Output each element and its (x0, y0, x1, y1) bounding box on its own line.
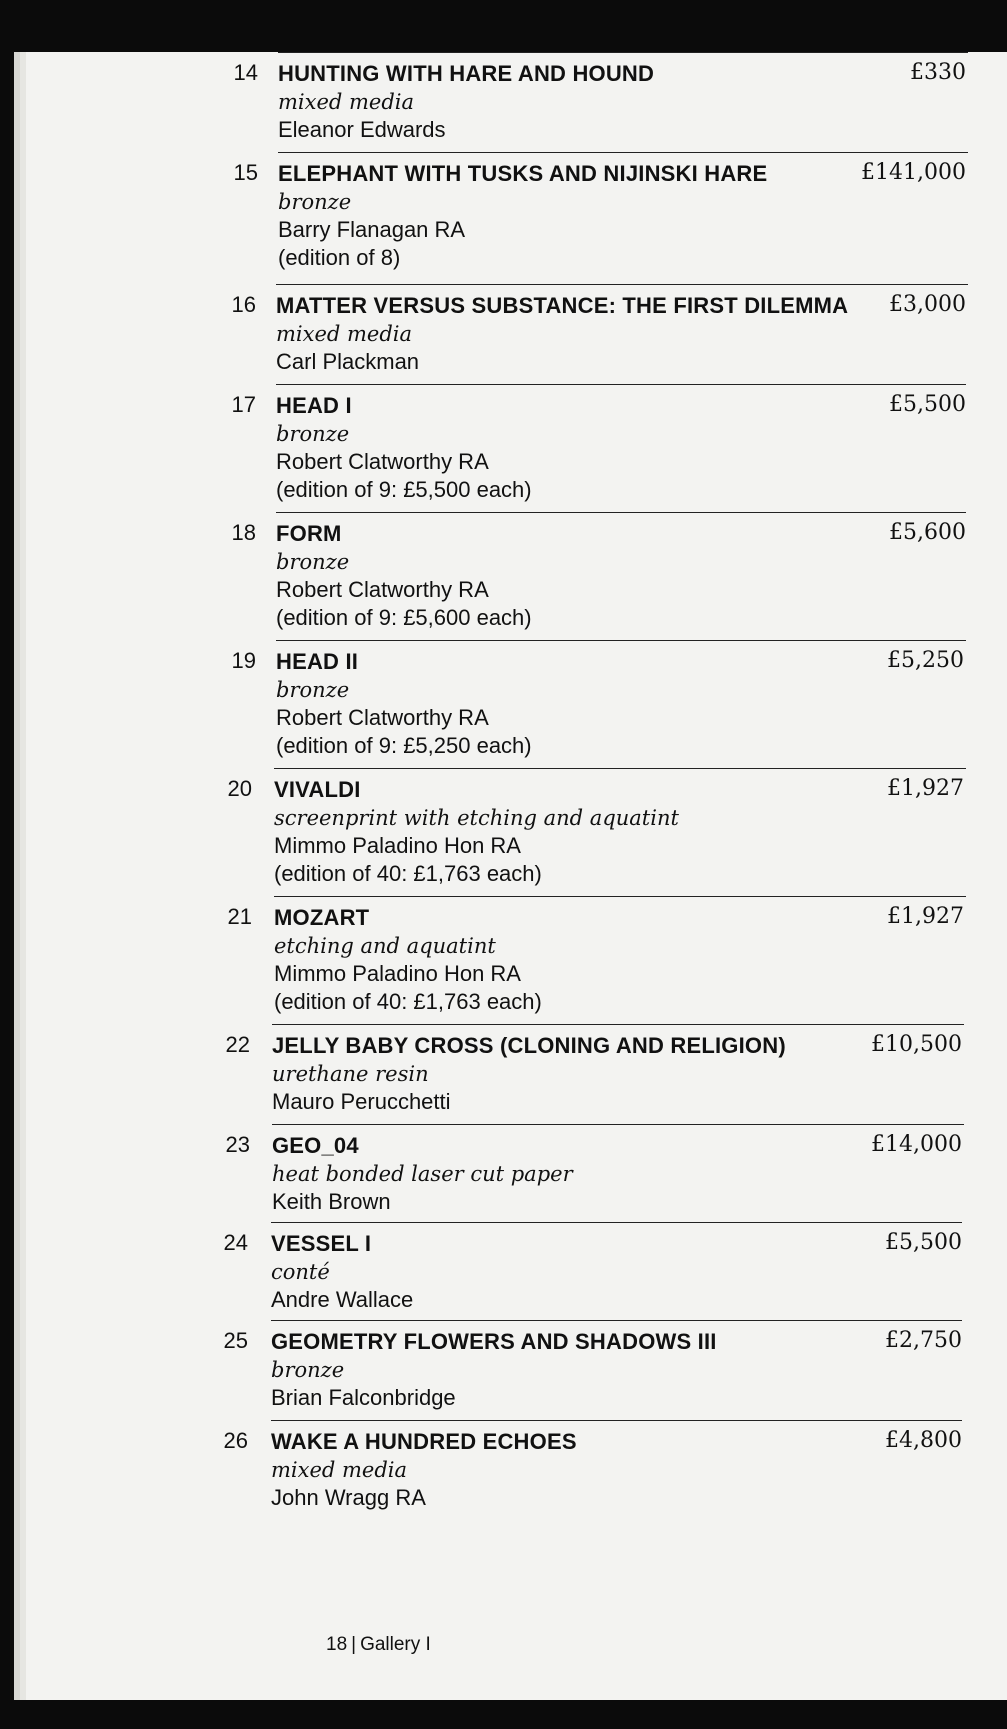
artwork-title: VESSEL I (271, 1231, 372, 1256)
entry-divider (274, 768, 966, 769)
artwork-price: £14,000 (871, 1132, 962, 1157)
artwork-price: £2,750 (885, 1328, 962, 1353)
artwork-title: HEAD II (276, 649, 359, 674)
artist-name: Andre Wallace (271, 1287, 414, 1312)
entry-number: 15 (233, 160, 258, 185)
entry-details (274, 776, 679, 888)
edition-note: (edition of 9: £5,600 each) (276, 605, 532, 630)
artist-name: Mimmo Paladino Hon RA (274, 961, 521, 986)
artwork-medium: mixed media (276, 322, 413, 346)
entry-divider (272, 1124, 964, 1125)
artwork-price: £1,927 (887, 904, 964, 929)
entry-number: 26 (223, 1428, 248, 1453)
entry-divider (276, 512, 966, 513)
artist-name: Mimmo Paladino Hon RA (274, 833, 521, 858)
artist-name: Keith Brown (272, 1189, 391, 1214)
entry-number: 19 (231, 648, 256, 673)
artwork-title: MATTER VERSUS SUBSTANCE: THE FIRST DILEMMA (276, 293, 849, 318)
artwork-medium: heat bonded laser cut paper (272, 1162, 573, 1186)
entry-number: 16 (231, 292, 256, 317)
artwork-medium: mixed media (271, 1458, 408, 1482)
entry-divider (271, 1222, 962, 1223)
entry-details (271, 1328, 717, 1412)
entry-number: 24 (223, 1230, 248, 1255)
edition-note: (edition of 9: £5,500 each) (276, 477, 532, 502)
artwork-price: £330 (910, 60, 966, 85)
artwork-title: HEAD I (276, 393, 352, 418)
artwork-medium: conté (271, 1260, 330, 1284)
entry-details (278, 160, 767, 272)
entry-details (271, 1428, 577, 1512)
entry-details (276, 648, 532, 760)
entry-details (274, 904, 542, 1016)
artwork-price: £5,500 (889, 392, 966, 417)
artist-name: Carl Plackman (276, 349, 420, 374)
artwork-medium: urethane resin (272, 1062, 429, 1086)
artwork-title: GEOMETRY FLOWERS AND SHADOWS III (271, 1329, 717, 1354)
entry-number: 18 (231, 520, 256, 545)
entry-number: 25 (223, 1328, 248, 1353)
entry-divider (271, 1320, 962, 1321)
entry-details (276, 520, 532, 632)
artwork-medium: bronze (276, 422, 350, 446)
artwork-medium: etching and aquatint (274, 934, 496, 958)
entry-divider (276, 284, 968, 285)
artist-name: Robert Clatworthy RA (276, 449, 489, 474)
entry-details (271, 1230, 413, 1314)
entry-details (272, 1132, 573, 1216)
entry-details (276, 292, 848, 376)
page-number: 18 (326, 1634, 348, 1655)
footer-separator: | (351, 1634, 357, 1655)
artwork-medium: bronze (271, 1358, 345, 1382)
artwork-price: £5,500 (885, 1230, 962, 1255)
artwork-title: GEO_04 (272, 1133, 359, 1158)
artwork-title: WAKE A HUNDRED ECHOES (271, 1429, 577, 1454)
artist-name: Mauro Perucchetti (272, 1089, 451, 1114)
artist-name: Robert Clatworthy RA (276, 577, 489, 602)
artwork-price: £141,000 (861, 160, 966, 185)
artwork-price: £5,600 (889, 520, 966, 545)
artist-name: John Wragg RA (271, 1485, 426, 1510)
entry-details (276, 392, 532, 504)
entry-details (278, 60, 654, 144)
entry-divider (272, 1024, 964, 1025)
entry-divider (271, 1420, 962, 1421)
artwork-title: HUNTING WITH HARE AND HOUND (278, 61, 655, 86)
edition-note: (edition of 8) (278, 245, 401, 270)
edition-note: (edition of 40: £1,763 each) (274, 989, 542, 1014)
artwork-medium: screenprint with etching and aquatint (274, 806, 679, 830)
entry-divider (274, 896, 966, 897)
artwork-title: FORM (276, 521, 342, 546)
artwork-medium: bronze (276, 678, 350, 702)
entry-number: 20 (227, 776, 252, 801)
entry-number: 23 (225, 1132, 250, 1157)
entry-details (272, 1032, 786, 1116)
artwork-title: MOZART (274, 905, 370, 930)
entry-number: 14 (233, 60, 258, 85)
entry-divider (276, 384, 966, 385)
artwork-medium: mixed media (278, 90, 415, 114)
artist-name: Eleanor Edwards (278, 117, 446, 142)
artwork-title: ELEPHANT WITH TUSKS AND NIJINSKI HARE (278, 161, 768, 186)
artist-name: Robert Clatworthy RA (276, 705, 489, 730)
catalogue-page (26, 52, 1007, 1700)
artwork-price: £5,250 (887, 648, 964, 673)
entry-number: 21 (227, 904, 252, 929)
edition-note: (edition of 40: £1,763 each) (274, 861, 542, 886)
entry-divider (278, 152, 968, 153)
artist-name: Brian Falconbridge (271, 1385, 456, 1410)
artwork-price: £1,927 (887, 776, 964, 801)
entry-divider (278, 52, 968, 53)
artwork-price: £10,500 (871, 1032, 962, 1057)
artwork-medium: bronze (278, 190, 352, 214)
entry-divider (276, 640, 966, 641)
artwork-price: £3,000 (889, 292, 966, 317)
artwork-title: JELLY BABY CROSS (CLONING AND RELIGION) (272, 1033, 786, 1058)
section-name: Gallery I (360, 1634, 431, 1655)
page-footer (326, 1634, 431, 1656)
edition-note: (edition of 9: £5,250 each) (276, 733, 532, 758)
artwork-title: VIVALDI (274, 777, 361, 802)
artwork-price: £4,800 (885, 1428, 962, 1453)
artist-name: Barry Flanagan RA (278, 217, 466, 242)
entry-number: 22 (225, 1032, 250, 1057)
entry-number: 17 (231, 392, 256, 417)
artwork-medium: bronze (276, 550, 350, 574)
